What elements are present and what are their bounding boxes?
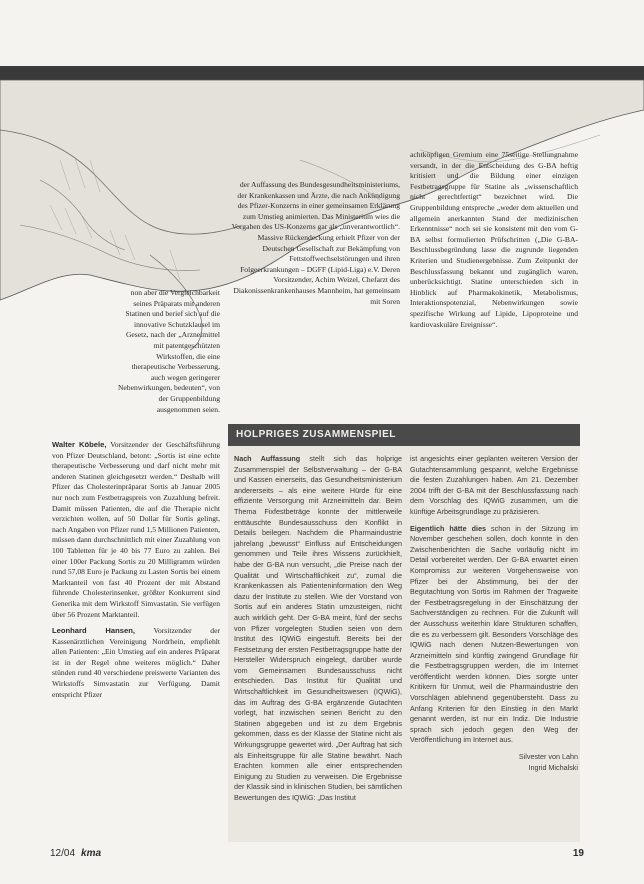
issue-number: 12/04 [50,848,76,859]
box-paragraph [410,524,578,746]
paragraph-lead: Eigentlich hätte dies [410,523,486,533]
box-title: HOLPRIGES ZUSAMMENSPIEL [228,424,580,446]
left-paragraph-2 [52,626,220,700]
paragraph-lead: Leonhard Hansen, [52,626,135,636]
paragraph-body: schon in der Sitzung im November geschehen sollen, doch konnte in den Zwischenberichten die Sache vorläufig nicht im Detail vorbereitet werden. Der G-BA erwartet einen Kompromiss zur weiteren Vorgehensweise von Pfizer bei der Abstimmung, bei der der Begutachtung von Sortis im Rahmen der Tragweite der Festbetragsregelung in der Einschätzung der Sachverständigen zu rechnen. Für die Zukunft will der Ausschuss weiterhin klare Strukturen schaffen, die es zu verbessern gilt. Besonders Vorschläge des IQWiG nach denen Nutzen-Bewertungen von Arzneimitteln sind künftig zwingend Grundlage für die Festbetragsgruppen werden, die im Internet veröffentlicht werden können. Dies sorgte unter Kritikern für Unmut, weil die Pharmaindustrie den Vorschlägen ablehnend gegenübersteht. Dass zu Anfang Kriterien für den Einstieg in den Markt genannt werden, ist nur ein Indiz. Die Industrie sprach sich jedoch gegen den Weg der Veröffentlichung im Internet aus. [410,523,578,745]
box-column-2 [410,454,578,773]
byline-author-2: Ingrid Michalski [528,762,578,772]
right-column [410,150,578,336]
byline-author-1: Silvester von Lahn [518,752,578,762]
page-number: 19 [572,848,584,859]
paragraph-body: stellt sich das holprige Zusammenspiel der Selbstverwaltung – der G-BA und Kassen einerseits, das Gesundheitsministerium andererseits – als eine weitere Hürde für eine effiziente Versorgung mit Arzneimitteln dar. Beim Thema Fixfestbeträge konnte der mittlerweile enttäuschte Bundesausschuss den Konflikt in Details beilegen. Nachdem die Pharmaindustrie jahrelang „bewusst“ Einfluss auf Entscheidungen genommen und Teile ihres Wissens zurückhielt, habe der G-BA nun versucht, „die Preise nach der Qualität und Wirtschaftlichkeit zu“, zumal die Krankenkassen als Patienteninformation den Weg dazu der Institute zu stellen. Wie der Vorstand von Sortis auf ein anderes Statin umzusteigen, nicht auch wirklich geht. Der G-BA meint, fünf der sechs von Pfizer vorgelegten Studien seien von dem Institut des IQWiG eingestuft. Bereits bei der Festsetzung der ersten Festbetragsgruppe hatte der Hersteller Widerspruch eingelegt, darüber wurde vom Gemeinsamen Bundesausschuss nicht entschieden. Das Institut für Qualität und Wirtschaftlichkeit im Gesundheitswesen (IQWiG), das im Auftrag des G-BA ergänzende Gutachten vorlegt, hat inzwischen seinen Bericht zu den Statinen abgegeben und ist zu dem Ergebnis gekommen, dass es der Klasse der Statine nicht als Wirkungsgruppe gewertet wird. „Der Auftrag hat sich als Einheitsgruppe für alle Statine bewährt. Nach Erachten kommen alle einer entsprechenden Einigung zu Studien zu verweisen. Die Ergebnisse der Klassik sind in klinischen Studien, bei sämtlichen Bewertungen des IQWiG: „Das Institut [234,454,402,802]
paragraph-lead: Nach Auffassung [234,454,301,463]
box-paragraph [234,454,402,804]
box-column-1 [234,454,402,810]
left-column [52,440,220,706]
left-top-text: non aber die Vergleichbarkeit seines Präparats mit anderen Statinen und berief sich auf die innovative Schutzklausel im Gesetz, nach der „Arzneimittel mit patentgeschützten Wirkstoffen, die eine therapeutische Verbesserung, auch wegen geringerer Nebenwirkungen, bedeuten“, von der Gruppenbildung ausgenommen seien. [117,288,220,414]
paragraph-body: Vorsitzender der Geschäftsführung von Pfizer Deutschland, betont: „Sortis ist eine echte therapeutische Verbesserung und darf nicht mehr mit anderen Statinen gleichgesetzt werden.“ Deshalb will Pfizer das Cholesterinpräparat Sortis ab Januar 2005 nur noch zum Festbetragspreis von Zuzahlung befreit. Damit müssen Patienten, die auf die Therapie nicht verzichten wollen, auf 50 Dollar für Sortis gelingt, nach Angaben von Pfizer rund 1,5 Millionen Patienten, müssen dann durchschnittlich mit einer Zuzahlung von 100 Tabletten für je 40 bis 77 Euro zu zahlen. Bei einer 100er Packung Sortis zu 20 Milligramm würden rund 57,08 Euro je Packung zu Lasten Sortis bei einem Marktanteil von fast 40 Prozent der mit Abstand führende Cholesterinsenker, größter Konkurrent sind Generika mit dem Wirkstoff Simvastatin. Sie verfügen über 56 Prozent Marktanteil. [52,440,220,619]
paragraph-lead: Walter Köbele, [52,440,107,449]
paragraph-body: ist angesichts einer geplanten weiteren Version der Gutachtensammlung gespannt, welche Ergebnisse die festen Zuzahlungen haben. Am 21. Dezember 2004 trifft der G-BA mit der Beschlussfassung nach dem Vorschlag des IQWiG zusammen, um die künftige Arbeitsgrundlage zu präzisieren. [410,454,578,516]
intro-left-column [116,288,220,415]
sidebar-box [228,424,580,842]
intro-middle-column [230,180,400,307]
magazine-brand: kma [81,848,102,859]
paragraph-body: Vorsitzender der Kassenärztlichen Vereinigung Nordrhein, empfiehlt allen Patienten: „Ein Umstieg auf ein anderes Präparat ist in der Regel ohne weiteres möglich.“ Daher stünden rund 40 verschiedene preiswerte Varianten des Wirkstoffs Simvastatin zur Verfügung. Damit entspricht Pfizer [52,626,220,699]
middle-top-text: der Auffassung des Bundesgesundheitsministeriums, der Krankenkassen und Ärzte, die nach Ankündigung des Pfizer-Konzerns in einer gemeinsamen Erklärung zum Umstieg animierten. Das Ministerium wies die Vorgaben des US-Konzerns gar als „unverantwortlich“. Massive Rückendeckung erhielt Pfizer von der Deutschen Gesellschaft zur Bekämpfung von Fettstoffwechselstörungen und ihren Folgeerkrankungen – DGFF (Lipid-Liga) e.V. Deren Vorsitzender, Achim Weizel, Chefarzt des Diakonissenkrankenhauses Mannheim, hat gemeinsam mit Soren [231,180,400,306]
left-paragraph-1 [52,440,220,620]
box-paragraph [410,454,578,518]
right-column-paragraph: achtköpfigen Gremium eine 75seitige Stellungnahme versandt, in der die Entscheidung des G-BA heftig kritisiert und die Bildung einer einzigen Festbetragsgruppe für Statine als „wissenschaftlich nicht gerechtfertigt“ bezeichnet wird. Die Gruppenbildung entspreche „weder dem aktuellen und allgemein anerkannten Stand der medizinischen Erkenntnisse“ noch sei sie konsistent mit den vom G-BA selbst formulierten Prüfschritten („Die G-BA-Beschlussbegründung lasse die zugrunde liegenden Kriterien und Studienergebnisse. Zum Zeitpunkt der Beschlussfassung bekannt und zugänglich waren, unberücksichtigt. Statine unterschieden sich in Hinblick auf Pharmakokinetik, Metabolismus, Interaktionspotenzial, Nebenwirkungen sowie spezifische Wirkung auf Lipide, Lipoproteine und kardiovaskuläre Ereignisse“. [410,150,578,329]
footer-left [50,848,101,859]
